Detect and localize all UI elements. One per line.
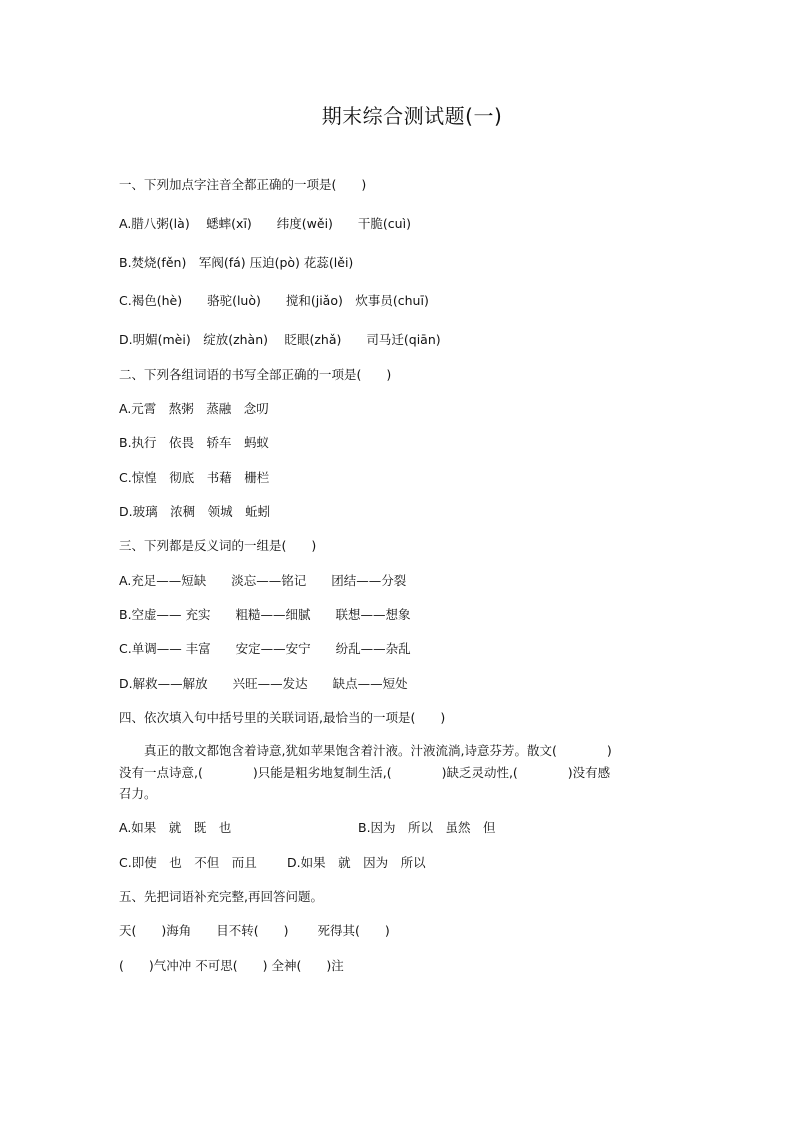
question-1-option-b: B.焚烧(fěn) 军阀(fá) 压迫(pò) 花蕊(lěi) xyxy=(119,255,354,270)
question-4-passage-line-1: 真正的散文都饱含着诗意,犹如苹果饱含着汁液。汁液流淌,诗意芬芳。散文( ) xyxy=(144,743,612,758)
question-3-option-d: D.解救——解放 兴旺——发达 缺点——短处 xyxy=(119,676,408,691)
question-5-prompt: 五、先把词语补充完整,再回答问题。 xyxy=(119,889,323,904)
question-3-option-a: A.充足——短缺 淡忘——铭记 团结——分裂 xyxy=(119,573,407,588)
question-3-option-c: C.单调—— 丰富 安定——安宁 纷乱——杂乱 xyxy=(119,641,411,656)
question-2-option-c: C.惊惶 彻底 书藉 栅栏 xyxy=(119,470,270,485)
question-4-option-b: B.因为 所以 虽然 但 xyxy=(358,820,496,835)
question-4-prompt: 四、依次填入句中括号里的关联词语,最恰当的一项是( ) xyxy=(119,710,446,725)
question-2-option-a: A.元霄 熬粥 蒸融 念叨 xyxy=(119,401,269,416)
question-1-option-a: A.腊八粥(là) 蟋蟀(xī) 纬度(wěi) 干脆(cuì) xyxy=(119,216,411,231)
question-2-option-b: B.执行 依畏 轿车 蚂蚁 xyxy=(119,435,270,450)
question-4-passage-line-2: 没有一点诗意,( )只能是粗劣地复制生活,( )缺乏灵动性,( )没有感 xyxy=(119,765,611,780)
question-5-row-1: 天( )海角 目不转( ) 死得其( ) xyxy=(119,923,390,938)
question-1-option-c: C.褐色(hè) 骆驼(luò) 搅和(jiǎo) 炊事员(chuī) xyxy=(119,293,429,308)
question-4-passage-line-3: 召力。 xyxy=(119,786,157,801)
page-title: 期末综合测试题(一) xyxy=(321,104,503,128)
question-2-option-d: D.玻璃 浓稠 领城 蚯蚓 xyxy=(119,504,271,519)
question-3-prompt: 三、下列都是反义词的一组是( ) xyxy=(119,538,317,553)
question-4-option-d: D.如果 就 因为 所以 xyxy=(287,855,426,870)
question-4-option-a: A.如果 就 既 也 xyxy=(119,820,232,835)
question-4-option-c: C.即使 也 不但 而且 xyxy=(119,855,257,870)
question-3-option-b: B.空虚—— 充实 粗糙——细腻 联想——想象 xyxy=(119,607,411,622)
question-5-row-2: ( )气冲冲 不可思( ) 全神( )注 xyxy=(119,958,344,973)
question-2-prompt: 二、下列各组词语的书写全部正确的一项是( ) xyxy=(119,367,392,382)
question-1-prompt: 一、下列加点字注音全都正确的一项是( ) xyxy=(119,177,367,192)
question-1-option-d: D.明媚(mèi) 绽放(zhàn) 眨眼(zhǎ) 司马迁(qiān) xyxy=(119,332,441,347)
